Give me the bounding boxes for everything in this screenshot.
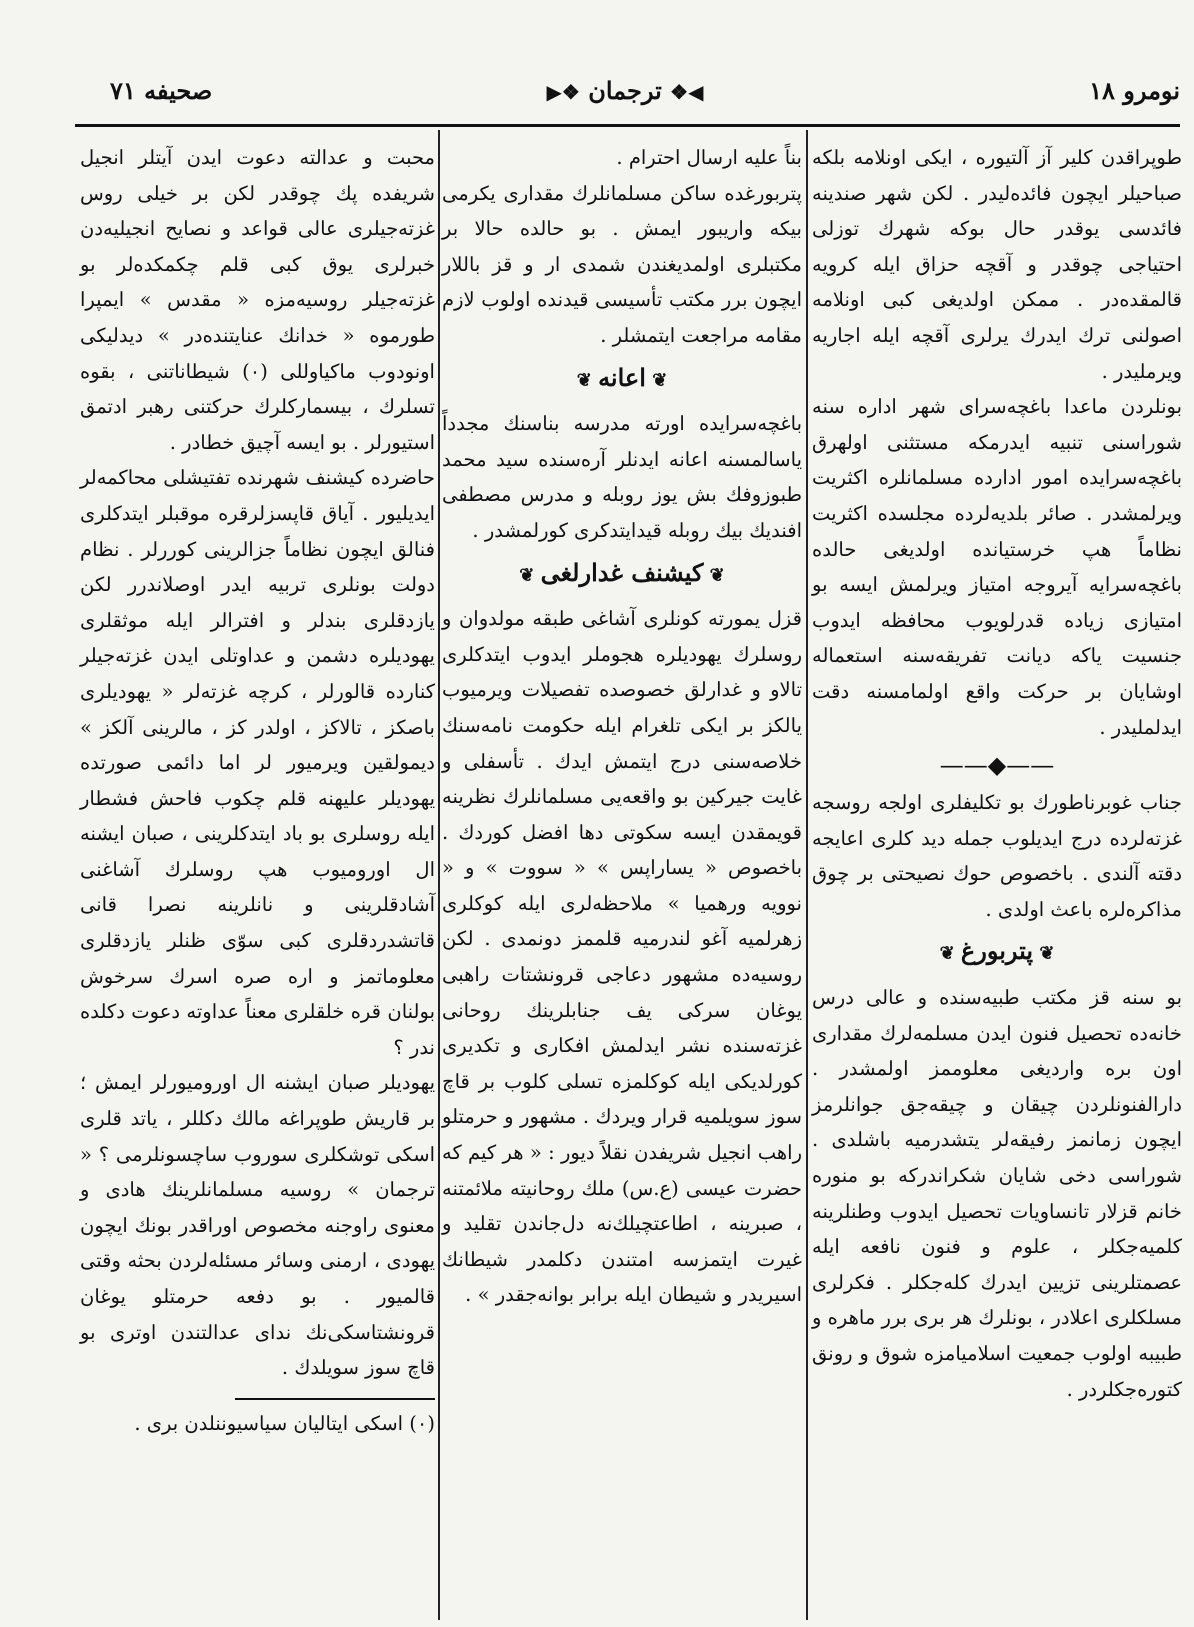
ornament-icon: ❦ [576, 369, 599, 391]
right-ornament-icon: ❖▶ [546, 80, 580, 104]
column-left [80, 140, 435, 1441]
header-rule [75, 124, 1180, 127]
ornament-icon: ❦ [519, 564, 541, 586]
article-paragraph: طوپراقدن كلير آز آلتيوره ، ايكى اونلامه بلكه صباحيلر ايچون فائده‌ليدر . لكن شهر صندينه فائدسى يوقدر حال بوكه شهرك توزلى احتياجى چوقدر و آقچه حزاق ايله كرويه قالمقده‌در . ممكن اولديغى كبى اونلامه اصولنى ترك ايدرك يرلرى آقچه ايله اجاريه ويرمليدر . [812, 146, 1182, 383]
newspaper-title-text: ترجمان [588, 76, 662, 105]
article-paragraph: يهوديلر صبان ايشنه ال اوروميورلر ايمش ؛ بر قاريش طوپراغه مالك دكللر ، ياتد قلرى اسكى توشكلرى سوروب ساچسونلرمى ؟ « ترجمان » روسيه مسلمانلرينك هادى و معنوى راوجنه مخصوص اوراقدر بونك ايچون يهودى ، ارمنى وسائر مسئله‌لردن بحثه وقتى قالميور . بو دفعه حرمتلو يوغان قرونشتاسكى‌نك نداى عدالتندن اوترى بو قاچ سوز سويلدك . [80, 1071, 435, 1380]
section-heading [442, 360, 802, 399]
page-header [70, 72, 1180, 112]
section-heading [812, 933, 1182, 972]
column-right [812, 140, 1182, 1407]
left-ornament-icon: ◀❖ [670, 80, 704, 104]
article-paragraph: جناب غوبرناطورك بو تكليفلرى اولجه روسجه غزته‌لرده درج ايديلوب جمله ديد كلرى اعايجه دقته آلندى . باخصوص حوك نصيحتى بر چوق مذاكره‌لره باعث اولدى . [812, 791, 1182, 921]
ornament-icon: ❦ [645, 369, 668, 391]
column-divider [806, 130, 808, 1620]
article-paragraph: محبت و عدالته دعوت ايدن آيتلر انجيل شريفده پك چوقدر لكن بر خيلى روس غزته‌جيلرى عالى قواعد و نصايح انجيليه‌دن خبرلرى يوق كبى قلم چكمكده‌لر بو غزته‌جيلر روسيه‌مزه « مقدس » ايمپرا طورموه « خدانك عنايتنده‌در » ديدليكى اونودوب ماكياوللى (٠) شيطاناتنى ، بقوه تسلرك ، بيسماركلرك حركتنى رهبر ادتمق استيورلر . بو ايسه آچيق خطادر . [80, 146, 435, 454]
column-divider [438, 130, 440, 1620]
section-heading-text: اعانه [598, 362, 646, 392]
section-heading [442, 555, 802, 594]
footnote: (٠) اسكى ايتاليان سياسيوننلدن برى . [134, 1411, 435, 1435]
article-paragraph: پتربورغده ساكن مسلمانلرك مقدارى يكرمى بيكه واريبور ايمش . بو حالده حالا بر مكتبلرى اولمديغندن شمدى ار و قز باللار ايچون برر مكتب تأسيسى قيدنده اولوب لازم مقامه مراجعت ايتمشلر . [442, 181, 802, 347]
footnote-rule [235, 1398, 435, 1400]
section-heading-text: پتربورغ [960, 936, 1034, 966]
issue-number: نومرو ١٨ [1089, 76, 1180, 105]
page-number: صحيفه ٧١ [110, 76, 213, 105]
article-paragraph: قزل يمورته كونلرى آشاغى طبقه مولدوان و روسلرك يهوديلره هجوملر ايدوب ايتدكلرى تالاو و غدارلق خصوصده تفصيلات ويرميوب يالكز بر ايكى تلغرام ايله حكومت نامه‌سنك خلاصه‌سنى درج ايتمش ايدك . تأسفلى و غايت جيركين بو واقعه‌يى مسلمانلرك نظرينه قويمقدن ايسه سكوتى دها افضل كوردك . باخصوص « يساراپس » « سووت » و « نوويه ورهميا » ملاحظه‌لرى ايله كوكلرى زهرلميه آغو لندرميه قلممز دونمدى . لكن روسيه‌ده مشهور دعاجى قرونشتات راهبى يوغان سركى يف جنابلرينك روحانى غزته‌سنده نشر ايدلمش افكارى و تكديرى كورلديكى ايله كوكلمزه تسلى كلوب بر قاچ سوز سويلميه قرار ويردك . مشهور و حرمتلو راهب انجيل شريفدن نقلاً ديور : « هر كيم كه حضرت عيسى (ع.س) ملك روحانيته ملائمتنه ، صبرينه ، اطاعتچيلك‌نه دل‌جاندن تقليد و غيرت ايتمزسه امتندن دكلمدر شيطانك اسيريدر و شيطان ايله برابر بوانه‌جقدر » . [442, 607, 802, 1307]
article-paragraph: بو سنه قز مكتب طبيه‌سنده و عالى درس خانه‌ده تحصيل فنون ايدن مسلمه‌لرك مقدارى اون بره وارديغى معلوممز اولمشدر . دارالفنونلردن چيقان و چيقه‌جق جوانلرمز ايچون زمانمز رفيقه‌لر يتشدرميه باشلدى . شوراسى دخى شايان شكراندركه بو منوره خانم قزلار تانساويات تحصيل ايدوب وطنلرينه كلميه‌جكلر ، علوم و فنون نافعه ايله عصمتلرينى تزيين ايدرك كله‌جكلر . فكرلرى مسلكلرى اعلادر ، بونلرك هر برى برر ماهره و طبيبه اولوب جمعيت اسلاميامزه شوق و رونق كتوره‌جكلردر . [812, 986, 1182, 1401]
article-paragraph: بونلردن ماعدا باغچه‌سراى شهر اداره سنه شوراسنى تنبيه ايدرمكه مستثنى اولهرق باغچه‌سرايده امور ادارده مسلمانلره اكثريت ويرلمشدر . صائر بلديه‌لرده مجلسده اكثريت نظاماً هپ خرستيانده اولديغى حالده باغچه‌سرايه آيروجه امتياز ويرلمش ايسه بو امتيازى زياده قدرلويوب محافظه ايدوب جنسيت ياكه ديانت تفريقه‌سنه استعماله اوشايان بر حركت واقع اولمامسنه دقت ايدلمليدر . [812, 395, 1182, 739]
ornament-icon: ❦ [1033, 943, 1055, 965]
newspaper-title [70, 76, 1180, 105]
section-separator-icon: ——◆—— [939, 751, 1055, 780]
column-middle [442, 140, 802, 1313]
article-paragraph: باغچه‌سرايده اورته مدرسه بناسنك مجدداً ياسالمسنه اعانه ايدنلر آره‌سنده سيد محمد طبوزوفك بش يوز روبله و مدرس مصطفى افنديك بيك روبله قيدايتدكرى كورلمشدر . [442, 412, 802, 542]
article-paragraph: حاضرده كيشنف شهرنده تفتيشلى محاكمه‌لر ايديليور . آياق قاپسزلرقره موقبلر ايتدكلرى فنالق ايچون نظاماً جزالرينى كوررلر . نظام دولت بونلرى تربيه ايدر اوصلاندرر لكن يازدقلرى بندلر و افترالر ايله موثقلرى يهوديلره دشمن و عداوتلى ايدن غزته‌جيلر كنارده قالورلر ، كرچه غزته‌لر « يهوديلرى باصكز ، تالاكز ، اولدر كز ، مالرينى آلكز » ديمولقين ويرميور لر اما دائمى صورتده يهوديلر عليهنه قلم چكوب فاحش فشطار ايله روسلرى بو باد ايتدكلرينى ، صبان ايشنه ال اوروميوب هپ روسلرك آشاغنى آشادقلرينى و نانلرينه نصرا قانى قاتشدردقلرى كبى سوّى ظنلر يازدقلرى معلوماتمز و اره صره اسرك سرخوش بولنان قره خلقلرى معناً عداوته دعوت دكلده ندر ؟ [80, 466, 435, 1059]
ornament-icon: ❦ [939, 943, 961, 965]
ornament-icon: ❦ [703, 564, 725, 586]
article-paragraph: بناً عليه ارسال احترام . [616, 146, 802, 169]
section-heading-text: كيشنف غدارلغى [540, 557, 704, 587]
